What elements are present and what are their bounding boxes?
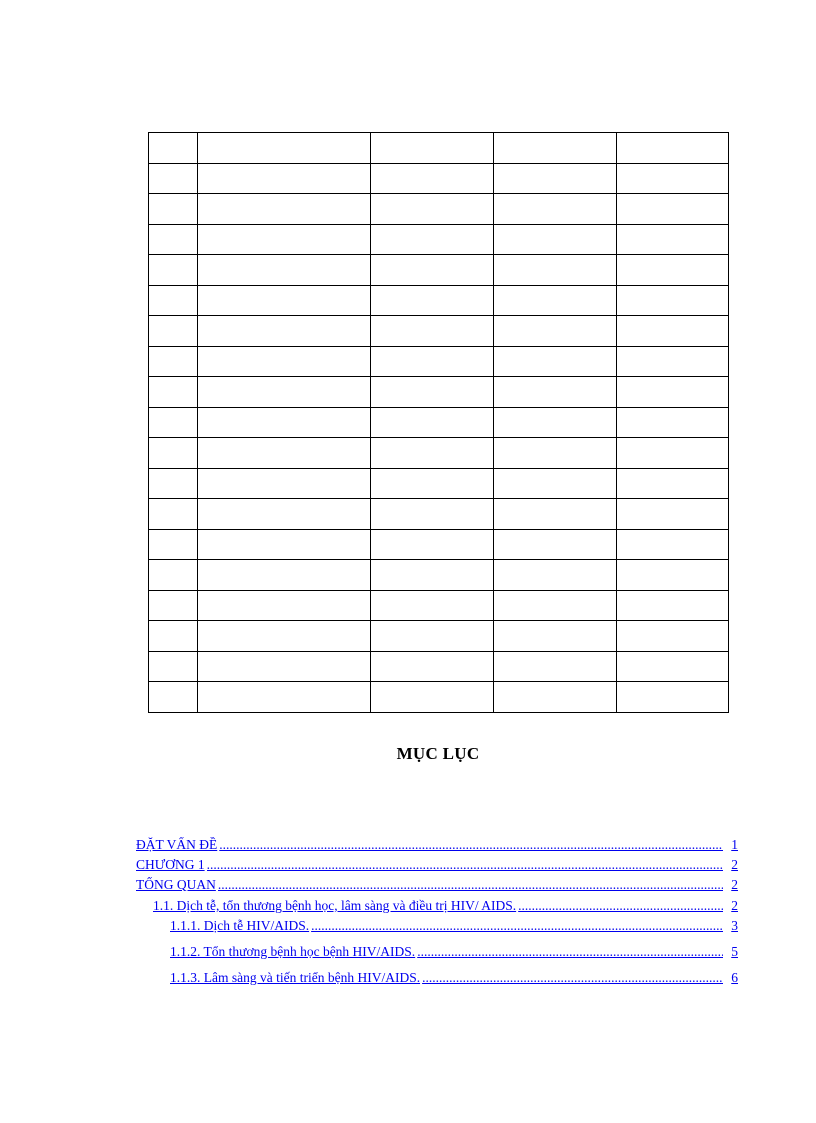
table-row xyxy=(149,285,729,316)
table-cell xyxy=(198,377,371,408)
table-cell xyxy=(149,255,198,286)
table-cell xyxy=(198,651,371,682)
table-cell xyxy=(371,560,494,591)
table-cell xyxy=(617,346,729,377)
table-cell xyxy=(494,316,617,347)
table-cell xyxy=(494,163,617,194)
table-cell xyxy=(149,529,198,560)
table-cell xyxy=(617,651,729,682)
table-cell xyxy=(617,285,729,316)
table-cell xyxy=(617,224,729,255)
table-cell xyxy=(494,438,617,469)
toc-entry-text: 1.1.2. Tổn thương bệnh học bệnh HIV/AIDS. xyxy=(170,944,416,959)
grid-table-body xyxy=(149,133,729,713)
table-cell xyxy=(149,407,198,438)
table-cell xyxy=(494,590,617,621)
table-row xyxy=(149,163,729,194)
table-cell xyxy=(494,682,617,713)
table-row xyxy=(149,438,729,469)
table-cell xyxy=(198,316,371,347)
table-cell xyxy=(617,133,729,164)
table-cell xyxy=(617,499,729,530)
toc-entry-page: 1 xyxy=(731,837,738,852)
toc-entry-page: 6 xyxy=(731,970,738,985)
table-cell xyxy=(371,346,494,377)
table-cell xyxy=(198,529,371,560)
table-cell xyxy=(371,377,494,408)
table-cell xyxy=(494,377,617,408)
table-cell xyxy=(494,224,617,255)
table-cell xyxy=(371,194,494,225)
table-cell xyxy=(198,224,371,255)
table-cell xyxy=(494,133,617,164)
table-cell xyxy=(371,651,494,682)
table-cell xyxy=(494,651,617,682)
toc-entry-text: 1.1. Dịch tễ, tổn thương bệnh học, lâm sàng và điều trị HIV/ AIDS. xyxy=(153,898,517,913)
toc-entry-text: 1.1.3. Lâm sàng và tiến triển bệnh HIV/AIDS. xyxy=(170,970,421,985)
table-cell xyxy=(494,529,617,560)
table-cell xyxy=(371,499,494,530)
table-cell xyxy=(198,682,371,713)
table-cell xyxy=(149,224,198,255)
toc-entry-page: 5 xyxy=(731,944,738,959)
table-cell xyxy=(494,255,617,286)
table-cell xyxy=(371,438,494,469)
table-cell xyxy=(494,346,617,377)
table-cell xyxy=(494,468,617,499)
table-cell xyxy=(494,194,617,225)
table-cell xyxy=(198,499,371,530)
table-cell xyxy=(198,346,371,377)
table-row xyxy=(149,590,729,621)
table-cell xyxy=(371,407,494,438)
table-cell xyxy=(198,194,371,225)
table-cell xyxy=(617,560,729,591)
table-cell xyxy=(198,468,371,499)
table-cell xyxy=(371,255,494,286)
table-cell xyxy=(617,590,729,621)
toc-entry-page: 3 xyxy=(731,918,738,933)
toc-entry-page: 2 xyxy=(731,898,738,913)
table-cell xyxy=(617,255,729,286)
toc-entry-1-1-2[interactable] xyxy=(170,944,738,960)
toc-entry-1-1[interactable] xyxy=(153,898,738,914)
toc-entry-page: 2 xyxy=(731,877,738,892)
table-cell xyxy=(149,285,198,316)
table-cell xyxy=(149,621,198,652)
table-row xyxy=(149,468,729,499)
table-cell xyxy=(198,438,371,469)
table-cell xyxy=(371,529,494,560)
toc-entry-text: ĐẶT VẤN ĐỀ xyxy=(136,837,218,852)
table-cell xyxy=(617,438,729,469)
table-row xyxy=(149,377,729,408)
table-row xyxy=(149,529,729,560)
table-cell xyxy=(617,377,729,408)
table-row xyxy=(149,682,729,713)
table-row xyxy=(149,346,729,377)
table-cell xyxy=(149,560,198,591)
toc-dot-leader xyxy=(422,970,723,986)
table-cell xyxy=(198,560,371,591)
toc-dot-leader xyxy=(219,837,723,853)
table-row xyxy=(149,133,729,164)
table-cell xyxy=(198,407,371,438)
table-row xyxy=(149,621,729,652)
table-cell xyxy=(494,621,617,652)
table-cell xyxy=(149,316,198,347)
toc-entry-page: 2 xyxy=(731,857,738,872)
toc-entry-tong-quan[interactable] xyxy=(136,877,738,893)
table-row xyxy=(149,194,729,225)
toc-entry-text: 1.1.1. Dịch tễ HIV/AIDS. xyxy=(170,918,310,933)
table-cell xyxy=(494,407,617,438)
table-cell xyxy=(371,621,494,652)
table-cell xyxy=(149,194,198,225)
table-cell xyxy=(371,285,494,316)
table-cell xyxy=(617,407,729,438)
table-cell xyxy=(198,255,371,286)
table-row xyxy=(149,316,729,347)
table-row xyxy=(149,651,729,682)
table-cell xyxy=(494,499,617,530)
table-cell xyxy=(617,316,729,347)
table-cell xyxy=(371,682,494,713)
table-cell xyxy=(149,499,198,530)
toc-entry-1-1-3[interactable] xyxy=(170,970,738,986)
table-cell xyxy=(617,621,729,652)
table-cell xyxy=(149,133,198,164)
table-row xyxy=(149,224,729,255)
table-row xyxy=(149,499,729,530)
table-cell xyxy=(198,621,371,652)
table-row xyxy=(149,255,729,286)
table-cell xyxy=(494,285,617,316)
toc-entry-dat-van-de[interactable] xyxy=(136,837,738,853)
toc-dot-leader xyxy=(518,898,723,914)
table-cell xyxy=(617,468,729,499)
table-cell xyxy=(149,377,198,408)
toc-dot-leader xyxy=(218,877,723,893)
toc-title: MỤC LỤC xyxy=(396,744,480,763)
table-cell xyxy=(198,590,371,621)
empty-grid-table xyxy=(148,132,729,713)
table-cell xyxy=(149,590,198,621)
table-cell xyxy=(149,346,198,377)
toc-dot-leader xyxy=(207,857,724,873)
table-cell xyxy=(617,194,729,225)
table-cell xyxy=(149,682,198,713)
table-cell xyxy=(198,133,371,164)
table-cell xyxy=(617,529,729,560)
toc-entry-chuong-1[interactable] xyxy=(136,857,738,873)
table-row xyxy=(149,407,729,438)
table-cell xyxy=(371,224,494,255)
toc-entry-1-1-1[interactable] xyxy=(170,918,738,934)
table-cell xyxy=(149,438,198,469)
table-cell xyxy=(198,285,371,316)
table-cell xyxy=(149,468,198,499)
table-cell xyxy=(149,163,198,194)
table-row xyxy=(149,560,729,591)
table-cell xyxy=(617,682,729,713)
toc-entry-text: CHƯƠNG 1 xyxy=(136,857,205,872)
table-cell xyxy=(371,316,494,347)
table-cell xyxy=(198,163,371,194)
table-cell xyxy=(371,163,494,194)
table-cell xyxy=(371,590,494,621)
toc-dot-leader xyxy=(311,918,723,934)
toc-entry-text: TỔNG QUAN xyxy=(136,877,216,892)
table-cell xyxy=(617,163,729,194)
table-cell xyxy=(494,560,617,591)
toc-dot-leader xyxy=(417,944,723,960)
table-cell xyxy=(149,651,198,682)
table-cell xyxy=(371,133,494,164)
table-cell xyxy=(371,468,494,499)
